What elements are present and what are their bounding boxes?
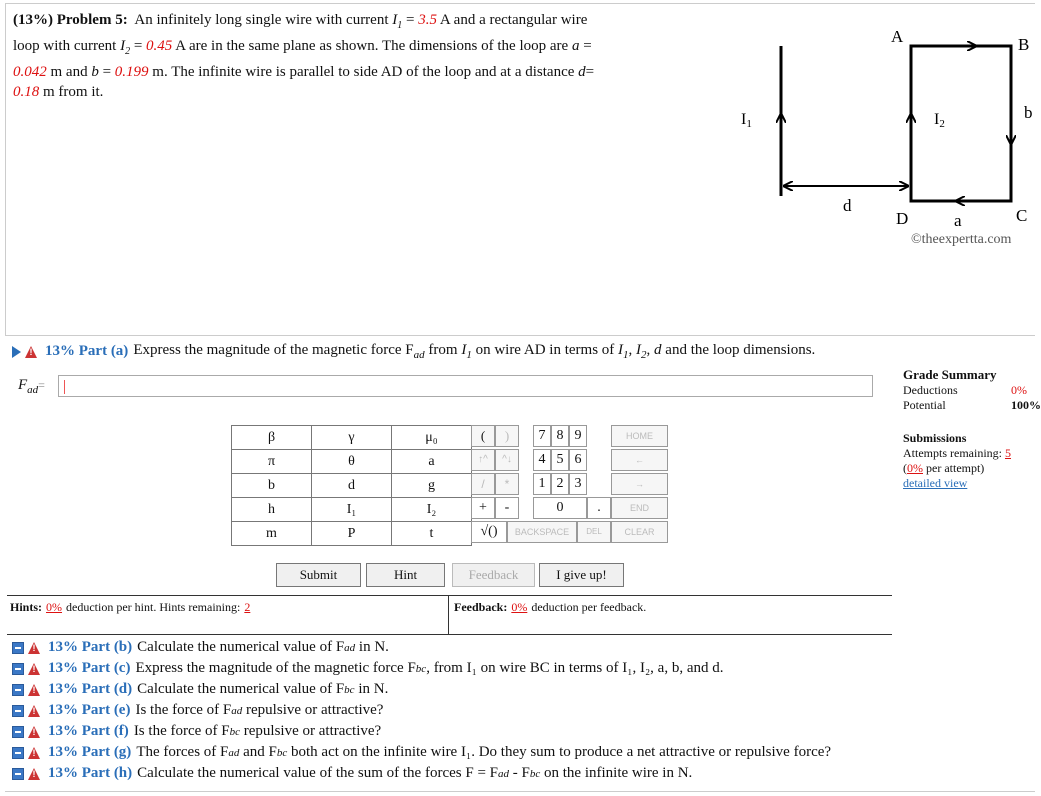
symbol-b[interactable]: b (232, 474, 312, 498)
text-cursor (64, 380, 65, 394)
keypad (471, 425, 668, 545)
symbol-I1[interactable]: I₁ (312, 498, 392, 522)
label-A: A (891, 27, 904, 46)
problem-text-6: m. The infinite wire is parallel to side AD of the loop and at a distance (152, 64, 575, 80)
symbol-d[interactable]: d (312, 474, 392, 498)
problem-text-7: m from it. (43, 84, 104, 100)
var-a: a (571, 38, 580, 54)
label-C: C (1016, 206, 1028, 225)
label-d: d (843, 196, 852, 215)
key-9[interactable]: 9 (569, 425, 587, 447)
key-caret-down[interactable]: ^↓ (495, 449, 519, 471)
key-dot[interactable]: . (587, 497, 611, 519)
var-I2-sub: 2 (125, 46, 131, 57)
eq-sign: = (102, 64, 112, 80)
problem-statement (13, 10, 643, 102)
key-1[interactable]: 1 (533, 473, 551, 495)
warning-icon (25, 346, 38, 358)
part-d-row[interactable]: ! 13% Part (d) Calculate the numerical value of F bc in N. (12, 681, 388, 698)
grade-summary (903, 367, 1041, 413)
deductions-row: Deductions 0% (903, 383, 1027, 397)
symbol-g[interactable]: g (392, 474, 472, 498)
key-6[interactable]: 6 (569, 449, 587, 471)
divider (448, 596, 449, 634)
label-b: b (1024, 103, 1033, 122)
answer-input[interactable] (58, 375, 873, 397)
eq-sign: = (585, 64, 595, 80)
submissions-title: Submissions (903, 431, 967, 445)
part-a-header[interactable] (12, 342, 815, 361)
key-multiply[interactable]: * (495, 473, 519, 495)
answer-label: $F_{ad}=$ (18, 377, 45, 396)
problem-text-1: An infinitely long single wire with current (134, 12, 389, 28)
symbol-beta[interactable]: β (232, 426, 312, 450)
warning-icon (28, 705, 41, 717)
warning-icon (28, 747, 41, 759)
copyright-text: ©theexpertta.com (911, 232, 1012, 247)
key-left[interactable]: ← (611, 449, 668, 471)
expand-triangle-icon[interactable] (12, 346, 21, 358)
potential-row: Potential 100% (903, 398, 1041, 412)
problem-heading: (13%) Problem 5: (13, 12, 128, 28)
value-b: 0.199 (114, 64, 149, 80)
give-up-button[interactable]: I give up! (539, 563, 624, 587)
symbol-I2[interactable]: I₂ (392, 498, 472, 522)
warning-icon (28, 726, 41, 738)
collapse-icon[interactable] (12, 642, 24, 654)
key-7[interactable]: 7 (533, 425, 551, 447)
feedback-info: Feedback: 0% deduction per feedback. (454, 600, 647, 614)
problem-text-4: A are in the same plane as shown. The dimensions of the loop are (175, 38, 569, 54)
submit-button[interactable]: Submit (276, 563, 361, 587)
problem-text-2: A and a rectangular wire (439, 12, 588, 28)
eq-sign: = (406, 12, 415, 28)
symbol-palette (231, 425, 472, 546)
var-I1-sub: 1 (397, 20, 403, 31)
key-divide[interactable]: / (471, 473, 495, 495)
label-I1: I1 (741, 111, 752, 130)
eq-sign: = (583, 38, 592, 54)
part-h-row[interactable]: ! 13% Part (h) Calculate the numerical value of the sum of the forces F = F ad - F bc on the infinite wire in N. (12, 765, 692, 782)
key-rparen[interactable]: ) (495, 425, 519, 447)
collapse-icon[interactable] (12, 705, 24, 717)
value-d: 0.18 (13, 84, 40, 100)
detailed-view-link[interactable]: detailed view (903, 476, 968, 490)
problem-panel (5, 3, 1035, 336)
symbol-t[interactable]: t (392, 522, 472, 546)
warning-icon (28, 663, 41, 675)
key-right[interactable]: → (611, 473, 668, 495)
key-caret-up[interactable]: ↑^ (471, 449, 495, 471)
collapse-icon[interactable] (12, 684, 24, 696)
symbol-m[interactable]: m (232, 522, 312, 546)
symbol-a[interactable]: a (392, 450, 472, 474)
part-a-label: 13% Part (a) (45, 343, 129, 359)
hints-feedback-bar (7, 595, 892, 635)
key-end[interactable]: END (611, 497, 668, 519)
warning-icon (28, 768, 41, 780)
collapse-icon[interactable] (12, 768, 24, 780)
part-f-row[interactable]: ! 13% Part (f) Is the force of F bc repulsive or attractive? (12, 723, 381, 740)
symbol-gamma[interactable]: γ (312, 426, 392, 450)
key-backspace[interactable]: BACKSPACE (507, 521, 577, 543)
part-c-row[interactable]: ! 13% Part (c) Express the magnitude of the magnetic force F bc , from I₁ on wire BC in terms of I₁, I₂, a, b, and d. (12, 660, 724, 677)
value-I2: 0.45 (146, 38, 173, 54)
var-b: b (91, 64, 99, 80)
key-8[interactable]: 8 (551, 425, 569, 447)
key-del[interactable]: DEL (577, 521, 611, 543)
key-sqrt[interactable]: √() (471, 521, 507, 543)
feedback-button[interactable]: Feedback (452, 563, 535, 587)
warning-icon (28, 684, 41, 696)
hint-button[interactable]: Hint (366, 563, 445, 587)
label-B: B (1018, 35, 1030, 54)
key-2[interactable]: 2 (551, 473, 569, 495)
part-g-row[interactable]: ! 13% Part (g) The forces of F ad and F bc both act on the infinite wire I₁. Do they sum to produce a net attractive or repulsive force? (12, 744, 831, 761)
label-I2: I2 (934, 111, 945, 130)
symbol-mu0[interactable]: μ₀ (392, 426, 472, 450)
key-0[interactable]: 0 (533, 497, 587, 519)
collapse-icon[interactable] (12, 747, 24, 759)
part-a-question: Express the magnitude of the magnetic force $F_{ad}$ from $I_1$ on wire AD in terms of $I_1$, $I_2$, d and the loop dimensions. (133, 342, 816, 361)
collapse-icon[interactable] (12, 663, 24, 675)
key-clear[interactable]: CLEAR (611, 521, 668, 543)
rectangular-loop (911, 46, 1011, 201)
eq-sign: = (133, 38, 143, 54)
key-home[interactable]: HOME (611, 425, 668, 447)
label-a: a (954, 211, 962, 230)
problem-text-5: m and (50, 64, 88, 80)
key-5[interactable]: 5 (551, 449, 569, 471)
key-3[interactable]: 3 (569, 473, 587, 495)
label-D: D (896, 209, 909, 228)
var-I1: I (392, 12, 398, 28)
symbol-pi[interactable]: π (232, 450, 312, 474)
problem-text-3: loop with current (13, 38, 117, 54)
symbol-theta[interactable]: θ (312, 450, 392, 474)
symbol-P[interactable]: P (312, 522, 392, 546)
part-e-row[interactable]: ! 13% Part (e) Is the force of F ad repulsive or attractive? (12, 702, 383, 719)
submissions-panel: Submissions Attempts remaining: 5 (0% per attempt) detailed view (903, 431, 1011, 490)
key-lparen[interactable]: ( (471, 425, 495, 447)
wire-loop-diagram (696, 26, 1036, 230)
var-d: d (578, 64, 586, 80)
symbol-h[interactable]: h (232, 498, 312, 522)
key-minus[interactable]: - (495, 497, 519, 519)
hints-info: Hints: 0% deduction per hint. Hints remaining: 2 (10, 600, 251, 614)
value-a: 0.042 (13, 64, 47, 80)
part-b-row[interactable]: ! 13% Part (b) Calculate the numerical value of F ad in N. (12, 639, 389, 656)
var-I2: I (120, 38, 126, 54)
grade-summary-title: Grade Summary (903, 367, 997, 382)
warning-icon (28, 642, 41, 654)
value-I1: 3.5 (418, 12, 437, 28)
bottom-border (5, 791, 1035, 792)
key-4[interactable]: 4 (533, 449, 551, 471)
key-plus[interactable]: + (471, 497, 495, 519)
collapse-icon[interactable] (12, 726, 24, 738)
